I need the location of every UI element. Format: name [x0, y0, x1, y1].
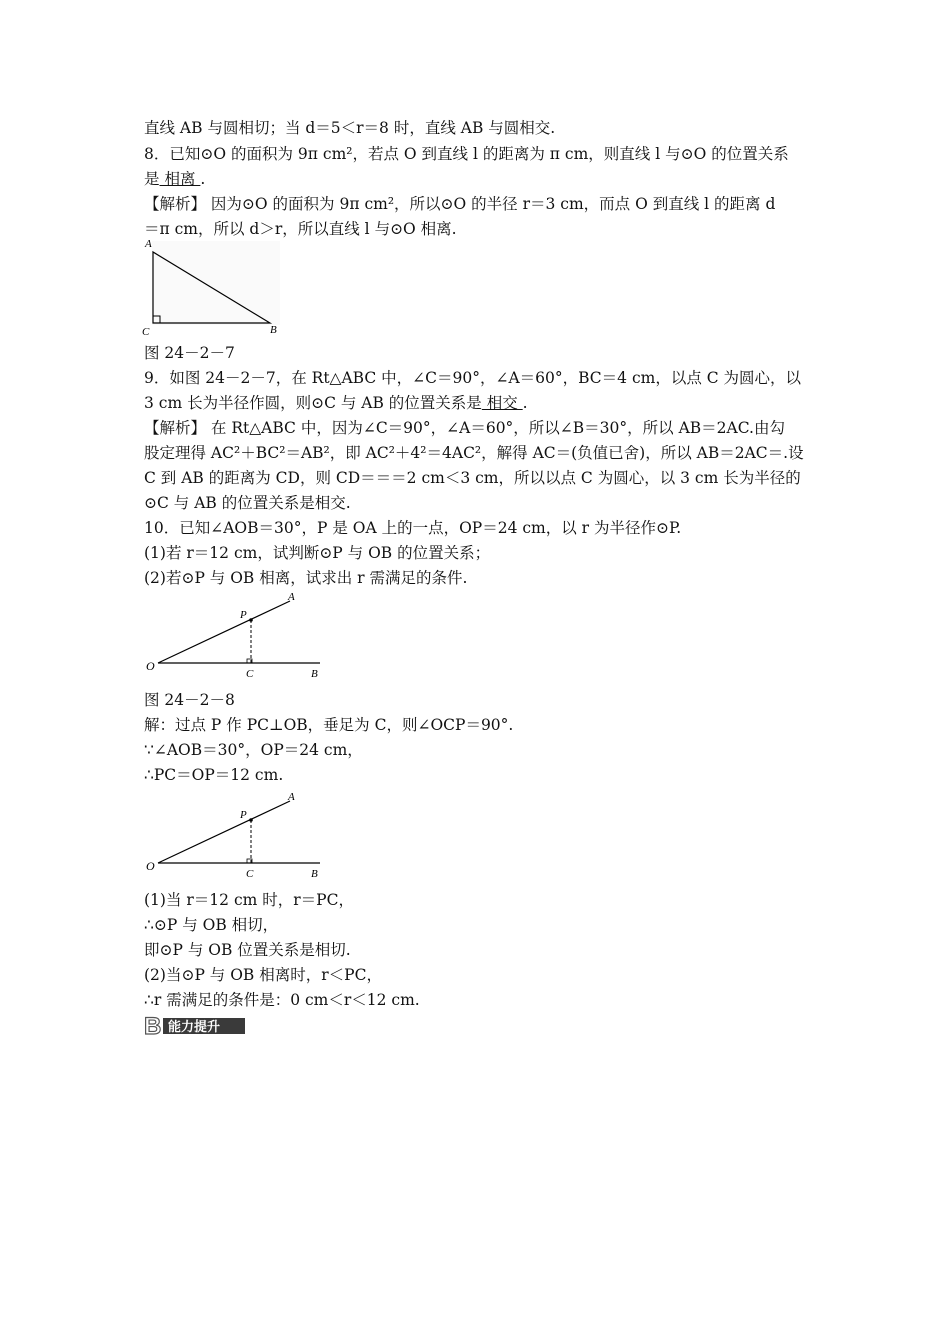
figure-triangle [140, 236, 285, 338]
label-b: B [311, 668, 318, 680]
ray-oa [158, 801, 290, 863]
label-a: A [288, 591, 295, 603]
label-c: C [142, 326, 150, 338]
label-b: B [270, 324, 277, 336]
question-8-line-1: 8．已知⊙O 的面积为 9π cm²，若点 O 到直线 l 的距离为 π cm，则直线 l 与⊙O 的位置关系 [144, 145, 789, 163]
label-c: C [246, 668, 254, 680]
solution-part-2-line-1: (2)当⊙P 与 OB 相离时，r＜PC， [144, 966, 382, 984]
answer-suffix: . [522, 394, 528, 412]
analysis-9-line-1: 【解析】 在 Rt△ABC 中，因为∠C＝90°，∠A＝60°，所以∠B＝30°，所以 AB＝2AC.由勾 [144, 419, 785, 437]
figure-caption-2: 图 24－2－8 [144, 691, 235, 709]
text-line-1: 直线 AB 与圆相切；当 d＝5＜r＝8 时，直线 AB 与圆相交. [144, 119, 556, 137]
solution-part-2-line-2: ∴r 需满足的条件是：0 cm＜r＜12 cm. [144, 991, 420, 1009]
question-10-part-2: (2)若⊙P 与 OB 相离，试求出 r 需满足的条件. [144, 569, 468, 587]
label-a: A [288, 791, 295, 803]
figure-background [152, 241, 280, 325]
analysis-8-line-2: ＝π cm，所以 d＞r，所以直线 l 与⊙O 相离. [144, 220, 457, 238]
analysis-9-line-4: ⊙C 与 AB 的位置关系是相交. [144, 494, 351, 512]
question-10-part-1: (1)若 r＝12 cm，试判断⊙P 与 OB 的位置关系； [144, 544, 491, 562]
label-o: O [146, 859, 155, 873]
analysis-8-line-1: 【解析】 因为⊙O 的面积为 9π cm²，所以⊙O 的半径 r＝3 cm，而点 O 到直线 l 的距离 d [144, 195, 776, 213]
figure-caption-1: 图 24－2－7 [144, 344, 235, 362]
figure-angle-2 [140, 786, 340, 884]
analysis-9-line-3: C 到 AB 的距离为 CD，则 CD＝＝＝2 cm＜3 cm，所以以点 C 为圆心，以 3 cm 长为半径的 [144, 469, 801, 487]
label-c: C [246, 868, 254, 880]
figure-angle-1 [140, 586, 340, 684]
answer-prefix: 是 [144, 170, 160, 188]
section-badge [143, 1012, 247, 1038]
label-a: A [145, 238, 152, 250]
solution-line-2: ∵∠AOB＝30°，OP＝24 cm， [144, 741, 363, 759]
label-p: P [240, 609, 247, 621]
answer-prefix: 3 cm 长为半径作圆，则⊙C 与 AB 的位置关系是 [144, 394, 482, 412]
solution-part-1-line-1: (1)当 r＝12 cm 时，r＝PC， [144, 891, 354, 909]
solution-line-3: ∴PC＝OP＝12 cm. [144, 766, 284, 784]
analysis-9-line-2: 股定理得 AC²＋BC²＝AB²，即 AC²＋4²＝4AC²，解得 AC＝(负值已舍)，所以 AB＝2AC＝.设 [144, 444, 804, 462]
point-p [249, 818, 253, 822]
label-b: B [311, 868, 318, 880]
solution-line-1: 解：过点 P 作 PC⊥OB，垂足为 C，则∠OCP＝90°. [144, 716, 514, 734]
label-o: O [146, 659, 155, 673]
point-p [249, 618, 253, 622]
answer-suffix: . [200, 170, 206, 188]
badge-letter: B [144, 1013, 162, 1038]
solution-part-1-line-2: ∴⊙P 与 OB 相切， [144, 916, 279, 934]
badge-text: 能力提升 [168, 1020, 221, 1035]
answer-blank-9: 相交 [481, 394, 523, 412]
answer-blank-8: 相离 [159, 170, 201, 188]
question-9-line-1: 9．如图 24－2－7，在 Rt△ABC 中，∠C＝90°，∠A＝60°，BC＝4 cm，以点 C 为圆心，以 [144, 369, 802, 387]
question-8-line-2 [144, 169, 205, 189]
label-p: P [240, 809, 247, 821]
question-9-line-2 [144, 393, 528, 413]
ray-oa [158, 601, 290, 663]
solution-part-1-line-3: 即⊙P 与 OB 位置关系是相切. [144, 941, 351, 959]
question-10-stem: 10．已知∠AOB＝30°，P 是 OA 上的一点，OP＝24 cm，以 r 为半径作⊙P. [144, 519, 682, 537]
